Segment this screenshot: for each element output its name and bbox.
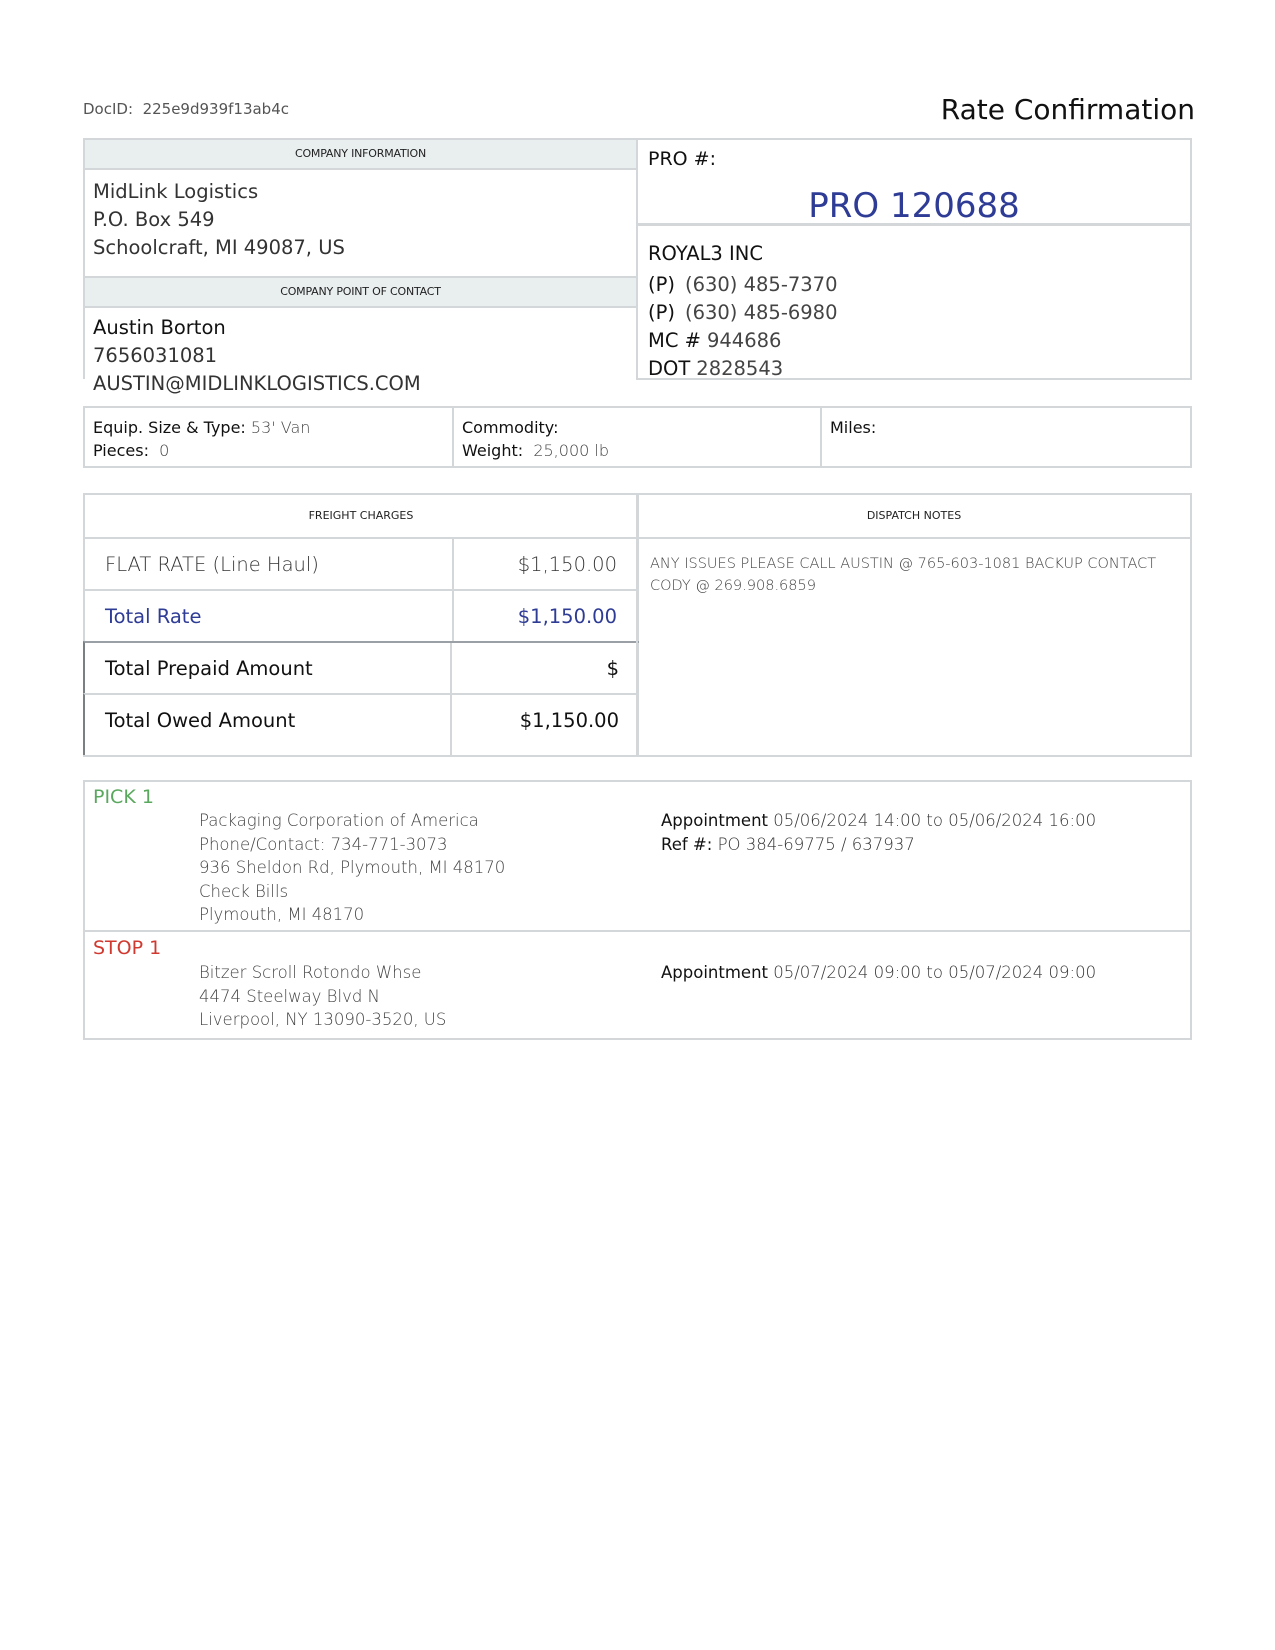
- stops-section: [83, 780, 1192, 1040]
- carrier-mc: [648, 327, 1180, 355]
- page-title: Rate Confirmation: [940, 93, 1195, 126]
- appointment-value: 05/06/2024 14:00 to 05/06/2024 16:00: [773, 811, 1097, 830]
- pro-number-section: [636, 138, 1192, 226]
- commodity-label: Commodity:: [462, 418, 559, 437]
- stop-line: Phone/Contact: 734-771-3073: [199, 834, 448, 854]
- freight-row-label: Total Rate: [105, 605, 202, 628]
- stop-appointment-block: [661, 809, 1096, 856]
- dispatch-notes-text: ANY ISSUES PLEASE CALL AUSTIN @ 765-603-1081 BACKUP CONTACT CODY @ 269.908.6859: [650, 556, 1157, 594]
- weight-label: Weight:: [462, 441, 524, 460]
- miles-label: Miles:: [830, 418, 877, 437]
- carrier-section: [636, 223, 1192, 380]
- carrier-phone-2: [648, 299, 1180, 327]
- appointment-label: Appointment: [661, 811, 768, 830]
- carrier-mc-label: MC #: [648, 329, 701, 352]
- dispatch-notes-section: [636, 493, 1192, 757]
- stop-divider: [85, 930, 1190, 932]
- freight-row-total-prepaid: [83, 641, 639, 694]
- freight-charges-header: FREIGHT CHARGES: [308, 509, 414, 522]
- carrier-phone-1: [648, 271, 1180, 299]
- carrier-phone-1-value: (630) 485-7370: [684, 273, 838, 296]
- contact-phone: 7656031081: [93, 344, 218, 367]
- stop-line: 936 Sheldon Rd, Plymouth, MI 48170: [199, 858, 506, 877]
- freight-row-label: FLAT RATE (Line Haul): [105, 553, 319, 576]
- freight-row-amount: $1,150.00: [519, 709, 619, 732]
- freight-row-label: Total Owed Amount: [105, 709, 296, 732]
- pro-label: PRO #:: [648, 148, 716, 170]
- freight-row-label: Total Prepaid Amount: [105, 657, 313, 680]
- carrier-dot: [648, 355, 1180, 383]
- freight-charges-section: [83, 493, 639, 757]
- carrier-dot-label: DOT: [648, 357, 691, 380]
- carrier-phone-2-label: (P): [648, 301, 675, 324]
- equipment-size-value: 53' Van: [250, 418, 311, 437]
- commodity-cell: [452, 406, 822, 468]
- stop-line: Plymouth, MI 48170: [199, 905, 365, 924]
- freight-row-amount: $: [606, 657, 619, 680]
- carrier-dot-value: 2828543: [696, 357, 784, 380]
- appointment-value: 05/07/2024 09:00 to 05/07/2024 09:00: [773, 963, 1097, 982]
- ref-label: Ref #:: [661, 834, 713, 854]
- doc-id-label: DocID:: [83, 100, 134, 118]
- pieces-value: 0: [159, 441, 170, 460]
- miles-cell: [820, 406, 1192, 468]
- stop-line: 4474 Steelway Blvd N: [199, 986, 380, 1006]
- carrier-name: ROYAL3 INC: [648, 242, 763, 265]
- freight-row-total-rate: [85, 589, 637, 642]
- freight-row-amount: $1,150.00: [517, 553, 617, 576]
- stop-label-pick-1: PICK 1: [93, 786, 154, 808]
- carrier-phone-2-value: (630) 485-6980: [684, 301, 838, 324]
- freight-row-amount: $1,150.00: [517, 605, 617, 628]
- company-information-header: COMPANY INFORMATION: [85, 140, 636, 170]
- contact-name: Austin Borton: [93, 316, 226, 339]
- stop-line: Liverpool, NY 13090-3520, US: [199, 1010, 447, 1029]
- company-address-line-2: Schoolcraft, MI 49087, US: [93, 236, 345, 259]
- stop-address-block: [199, 961, 446, 1032]
- carrier-mc-value: 944686: [706, 329, 782, 352]
- company-name: MidLink Logistics: [93, 180, 259, 203]
- dispatch-notes-header: DISPATCH NOTES: [638, 495, 1190, 539]
- company-information-section: [83, 138, 638, 280]
- pro-number: PRO 120688: [808, 186, 1020, 226]
- freight-row-line-haul: [85, 537, 637, 590]
- stop-address-block: [199, 809, 505, 927]
- equipment-cell: [83, 406, 454, 468]
- stop-line: Check Bills: [199, 881, 289, 901]
- carrier-phone-1-label: (P): [648, 273, 675, 296]
- equipment-size-label: Equip. Size & Type:: [93, 418, 246, 437]
- company-contact-header: COMPANY POINT OF CONTACT: [85, 278, 636, 308]
- company-contact-section: [83, 276, 638, 395]
- stop-appointment-block: [661, 961, 1096, 985]
- doc-id: [83, 100, 289, 118]
- ref-value: PO 384-69775 / 637937: [717, 834, 915, 854]
- stop-line: Bitzer Scroll Rotondo Whse: [199, 963, 422, 982]
- freight-row-total-owed: [83, 693, 639, 755]
- doc-id-value: 225e9d939f13ab4c: [142, 100, 289, 118]
- appointment-label: Appointment: [661, 963, 768, 982]
- stop-line: Packaging Corporation of America: [199, 811, 479, 830]
- pieces-label: Pieces:: [93, 441, 149, 460]
- company-address-line-1: P.O. Box 549: [93, 208, 215, 231]
- contact-email: AUSTIN@MIDLINKLOGISTICS.COM: [93, 372, 421, 395]
- stop-label-stop-1: STOP 1: [93, 937, 162, 959]
- weight-value: 25,000 lb: [533, 441, 609, 460]
